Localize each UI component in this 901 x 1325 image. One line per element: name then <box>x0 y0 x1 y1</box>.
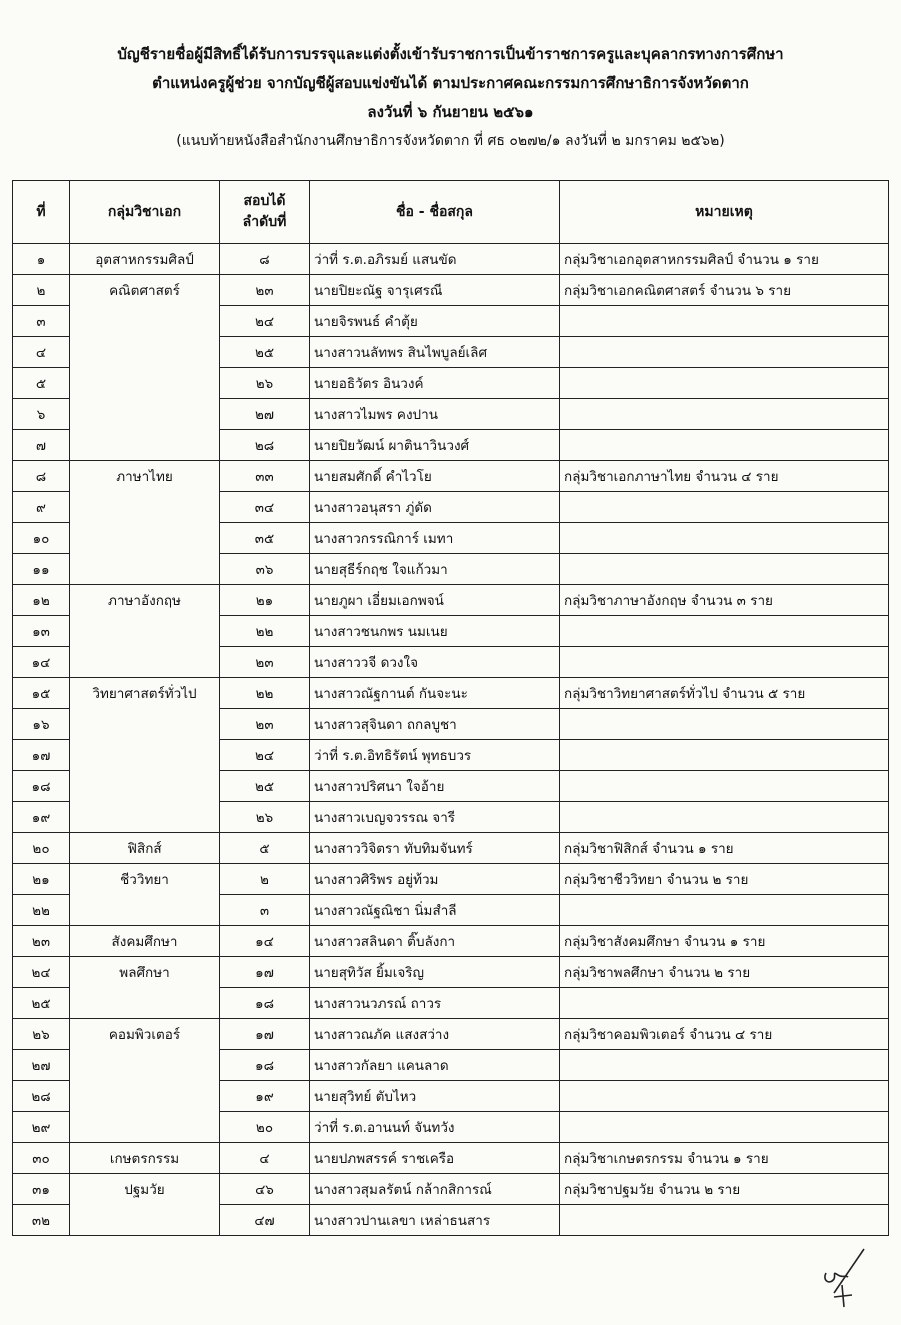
cell-remark <box>560 306 889 337</box>
cell-group <box>70 337 220 368</box>
cell-no: ๒๕ <box>13 988 70 1019</box>
cell-group <box>70 368 220 399</box>
cell-remark: กลุ่มวิชาวิทยาศาสตร์ทั่วไป จำนวน ๕ ราย <box>560 678 889 709</box>
cell-no: ๔ <box>13 337 70 368</box>
cell-group <box>70 802 220 833</box>
table-row <box>13 678 889 709</box>
cell-remark: กลุ่มวิชาคอมพิวเตอร์ จำนวน ๔ ราย <box>560 1019 889 1050</box>
cell-group: คณิตศาสตร์ <box>70 275 220 306</box>
cell-remark: กลุ่มวิชาเอกคณิตศาสตร์ จำนวน ๖ ราย <box>560 275 889 306</box>
cell-rank: ๔ <box>220 1143 310 1174</box>
table-row <box>13 833 889 864</box>
cell-name: นางสาวกรรณิการ์ เมทา <box>310 523 560 554</box>
cell-rank: ๒๒ <box>220 678 310 709</box>
cell-group <box>70 306 220 337</box>
table-row <box>13 771 889 802</box>
cell-rank: ๑๙ <box>220 1081 310 1112</box>
table-row <box>13 647 889 678</box>
table-row <box>13 337 889 368</box>
table-row <box>13 1205 889 1236</box>
signature-mark <box>812 1245 882 1315</box>
cell-rank: ๒๒ <box>220 616 310 647</box>
cell-remark: กลุ่มวิชาภาษาอังกฤษ จำนวน ๓ ราย <box>560 585 889 616</box>
table-row <box>13 1143 889 1174</box>
cell-name: นายสุธีร์กฤช ใจแก้วมา <box>310 554 560 585</box>
cell-no: ๓๑ <box>13 1174 70 1205</box>
cell-rank: ๑๘ <box>220 988 310 1019</box>
table-row <box>13 492 889 523</box>
cell-remark <box>560 616 889 647</box>
cell-rank: ๕ <box>220 833 310 864</box>
table-row <box>13 275 889 306</box>
cell-no: ๒๔ <box>13 957 70 988</box>
table-row <box>13 616 889 647</box>
cell-name: นางสาวไมพร คงปาน <box>310 399 560 430</box>
cell-group <box>70 1112 220 1143</box>
table-row <box>13 244 889 275</box>
cell-name: ว่าที่ ร.ต.อิทธิรัตน์ พุทธบวร <box>310 740 560 771</box>
cell-remark: กลุ่มวิชาฟิสิกส์ จำนวน ๑ ราย <box>560 833 889 864</box>
title-line-2: ตำแหน่งครูผู้ช่วย จากบัญชีผู้สอบแข่งขันได้ ตามประกาศคณะกรรมการศึกษาธิการจังหวัดตาก <box>152 74 749 92</box>
cell-name: นางสาวปริศนา ใจอ้าย <box>310 771 560 802</box>
cell-name: ว่าที่ ร.ต.อภิรมย์ แสนขัด <box>310 244 560 275</box>
cell-no: ๒๑ <box>13 864 70 895</box>
cell-remark <box>560 709 889 740</box>
cell-name: นายอธิวัตร อินวงค์ <box>310 368 560 399</box>
cell-rank: ๒๔ <box>220 306 310 337</box>
cell-name: นายปิยะณัฐ จารุเศรณี <box>310 275 560 306</box>
cell-no: ๗ <box>13 430 70 461</box>
cell-no: ๒๙ <box>13 1112 70 1143</box>
cell-group <box>70 647 220 678</box>
cell-no: ๒๗ <box>13 1050 70 1081</box>
cell-remark: กลุ่มวิชาเกษตรกรรม จำนวน ๑ ราย <box>560 1143 889 1174</box>
cell-rank: ๒๕ <box>220 771 310 802</box>
table-row <box>13 988 889 1019</box>
cell-group <box>70 554 220 585</box>
cell-remark <box>560 988 889 1019</box>
cell-rank: ๑๗ <box>220 957 310 988</box>
cell-remark: กลุ่มวิชาชีววิทยา จำนวน ๒ ราย <box>560 864 889 895</box>
cell-no: ๒๘ <box>13 1081 70 1112</box>
cell-remark: กลุ่มวิชาเอกภาษาไทย จำนวน ๔ ราย <box>560 461 889 492</box>
cell-rank: ๒ <box>220 864 310 895</box>
cell-remark <box>560 368 889 399</box>
cell-group <box>70 399 220 430</box>
cell-no: ๑๓ <box>13 616 70 647</box>
cell-group: ฟิสิกส์ <box>70 833 220 864</box>
cell-remark <box>560 430 889 461</box>
cell-group: พลศึกษา <box>70 957 220 988</box>
cell-remark: กลุ่มวิชาปฐมวัย จำนวน ๒ ราย <box>560 1174 889 1205</box>
cell-name: นางสาวสุมลรัตน์ กล้ากสิการณ์ <box>310 1174 560 1205</box>
cell-rank: ๒๖ <box>220 802 310 833</box>
cell-no: ๑๗ <box>13 740 70 771</box>
cell-name: นางสาวสุจินดา ถกลบูชา <box>310 709 560 740</box>
cell-no: ๙ <box>13 492 70 523</box>
title-date: ลงวันที่ ๖ กันยายน ๒๕๖๑ <box>367 103 534 121</box>
table-row <box>13 709 889 740</box>
cell-name: นางสาวกัลยา แคนลาด <box>310 1050 560 1081</box>
cell-remark: กลุ่มวิชาสังคมศึกษา จำนวน ๑ ราย <box>560 926 889 957</box>
table-row <box>13 1050 889 1081</box>
cell-name: ว่าที่ ร.ต.อานนท์ จันทวัง <box>310 1112 560 1143</box>
cell-remark <box>560 492 889 523</box>
cell-name: นางสาวปานเลขา เหล่าธนสาร <box>310 1205 560 1236</box>
cell-no: ๑๐ <box>13 523 70 554</box>
cell-rank: ๓๓ <box>220 461 310 492</box>
cell-remark <box>560 1081 889 1112</box>
table-row <box>13 430 889 461</box>
cell-group: ภาษาอังกฤษ <box>70 585 220 616</box>
col-header-name: ชื่อ - ชื่อสกุล <box>310 181 560 244</box>
cell-rank: ๒๖ <box>220 368 310 399</box>
cell-group <box>70 430 220 461</box>
cell-no: ๓ <box>13 306 70 337</box>
cell-name: นางสาวเบญจวรรณ จารี <box>310 802 560 833</box>
table-row <box>13 1174 889 1205</box>
col-header-group: กลุ่มวิชาเอก <box>70 181 220 244</box>
cell-rank: ๒๐ <box>220 1112 310 1143</box>
cell-group: ชีววิทยา <box>70 864 220 895</box>
table-row <box>13 399 889 430</box>
cell-no: ๖ <box>13 399 70 430</box>
cell-rank: ๒๓ <box>220 275 310 306</box>
cell-name: นายปิยวัฒน์ ผาตินาวินวงศ์ <box>310 430 560 461</box>
table-row <box>13 740 889 771</box>
cell-group <box>70 1081 220 1112</box>
document-header <box>0 40 901 155</box>
cell-name: นายสุทิวัส ยิ้มเจริญ <box>310 957 560 988</box>
cell-group: ภาษาไทย <box>70 461 220 492</box>
cell-group: วิทยาศาสตร์ทั่วไป <box>70 678 220 709</box>
cell-rank: ๒๗ <box>220 399 310 430</box>
table-row <box>13 957 889 988</box>
cell-remark <box>560 399 889 430</box>
cell-name: นางสาวชนกพร นมเนย <box>310 616 560 647</box>
table-row <box>13 306 889 337</box>
cell-rank: ๒๓ <box>220 647 310 678</box>
cell-remark <box>560 895 889 926</box>
title-line-1: บัญชีรายชื่อผู้มีสิทธิ์ได้รับการบรรจุและแต่งตั้งเข้ารับราชการเป็นข้าราชการครูและบุคลากรทางการศึกษา <box>117 45 784 63</box>
cell-rank: ๓๖ <box>220 554 310 585</box>
table-row <box>13 895 889 926</box>
cell-group <box>70 771 220 802</box>
cell-no: ๘ <box>13 461 70 492</box>
cell-remark: กลุ่มวิชาพลศึกษา จำนวน ๒ ราย <box>560 957 889 988</box>
cell-rank: ๒๑ <box>220 585 310 616</box>
cell-no: ๑๙ <box>13 802 70 833</box>
cell-name: นายสุวิทย์ ตับไหว <box>310 1081 560 1112</box>
cell-rank: ๓ <box>220 895 310 926</box>
table-row <box>13 864 889 895</box>
cell-group <box>70 1205 220 1236</box>
cell-remark <box>560 647 889 678</box>
table-row <box>13 523 889 554</box>
cell-group: ปฐมวัย <box>70 1174 220 1205</box>
cell-no: ๑๔ <box>13 647 70 678</box>
cell-rank: ๒๕ <box>220 337 310 368</box>
cell-group <box>70 492 220 523</box>
col-header-rank-line2: ลำดับที่ <box>242 214 287 230</box>
table-row <box>13 554 889 585</box>
cell-group <box>70 740 220 771</box>
cell-no: ๒๖ <box>13 1019 70 1050</box>
cell-group: เกษตรกรรม <box>70 1143 220 1174</box>
cell-remark <box>560 1112 889 1143</box>
cell-rank: ๓๕ <box>220 523 310 554</box>
cell-rank: ๓๔ <box>220 492 310 523</box>
table-header-row <box>13 181 889 244</box>
cell-group <box>70 1050 220 1081</box>
cell-rank: ๑๔ <box>220 926 310 957</box>
table-row <box>13 802 889 833</box>
cell-name: นางสาววิจิตรา ทับทิมจันทร์ <box>310 833 560 864</box>
table-row <box>13 1112 889 1143</box>
cell-no: ๑ <box>13 244 70 275</box>
cell-name: นางสาวนลัทพร สินไพบูลย์เลิศ <box>310 337 560 368</box>
cell-no: ๒ <box>13 275 70 306</box>
table-row <box>13 1081 889 1112</box>
cell-rank: ๔๖ <box>220 1174 310 1205</box>
cell-no: ๑๑ <box>13 554 70 585</box>
cell-rank: ๘ <box>220 244 310 275</box>
cell-remark <box>560 1050 889 1081</box>
cell-group: อุตสาหกรรมศิลป์ <box>70 244 220 275</box>
cell-name: นายสมศักดิ์ คำไวโย <box>310 461 560 492</box>
cell-no: ๓๒ <box>13 1205 70 1236</box>
cell-no: ๑๒ <box>13 585 70 616</box>
cell-no: ๑๘ <box>13 771 70 802</box>
cell-no: ๑๕ <box>13 678 70 709</box>
cell-name: นางสาวศิริพร อยู่ท้วม <box>310 864 560 895</box>
cell-name: นางสาวสลินดา ติ๊บลังกา <box>310 926 560 957</box>
cell-name: นางสาวนวภรณ์ ถาวร <box>310 988 560 1019</box>
cell-rank: ๔๗ <box>220 1205 310 1236</box>
cell-remark <box>560 523 889 554</box>
table-row <box>13 368 889 399</box>
cell-group <box>70 895 220 926</box>
cell-group: สังคมศึกษา <box>70 926 220 957</box>
cell-name: นางสาววจี ดวงใจ <box>310 647 560 678</box>
cell-remark <box>560 740 889 771</box>
col-header-rank <box>220 181 310 244</box>
attachment-note: (แนบท้ายหนังสือสำนักงานศึกษาธิการจังหวัดตาก ที่ ศธ ๐๒๗๒/๑ ลงวันที่ ๒ มกราคม ๒๕๖๒) <box>176 133 725 149</box>
table-row <box>13 585 889 616</box>
col-header-rank-line1: สอบได้ <box>243 193 286 209</box>
cell-remark <box>560 337 889 368</box>
cell-name: นางสาวณภัค แสงสว่าง <box>310 1019 560 1050</box>
cell-name: นายจิรพนธ์ คำตุ้ย <box>310 306 560 337</box>
cell-no: ๒๐ <box>13 833 70 864</box>
cell-rank: ๑๗ <box>220 1019 310 1050</box>
cell-group <box>70 709 220 740</box>
cell-remark <box>560 802 889 833</box>
cell-no: ๒๒ <box>13 895 70 926</box>
cell-remark <box>560 554 889 585</box>
col-header-no: ที่ <box>13 181 70 244</box>
cell-group: คอมพิวเตอร์ <box>70 1019 220 1050</box>
cell-remark <box>560 771 889 802</box>
cell-group <box>70 616 220 647</box>
cell-no: ๒๓ <box>13 926 70 957</box>
cell-name: นางสาวณัฐณิชา นิ่มสำลี <box>310 895 560 926</box>
table-row <box>13 461 889 492</box>
table-row <box>13 1019 889 1050</box>
cell-rank: ๒๓ <box>220 709 310 740</box>
cell-rank: ๒๘ <box>220 430 310 461</box>
cell-no: ๑๖ <box>13 709 70 740</box>
cell-rank: ๑๘ <box>220 1050 310 1081</box>
cell-rank: ๒๔ <box>220 740 310 771</box>
cell-name: นายปภพสรรค์ ราชเครือ <box>310 1143 560 1174</box>
candidate-table <box>12 180 889 1236</box>
col-header-remark: หมายเหตุ <box>560 181 889 244</box>
table-row <box>13 926 889 957</box>
cell-no: ๓๐ <box>13 1143 70 1174</box>
cell-name: นางสาวอนุสรา ภู่ดัด <box>310 492 560 523</box>
cell-name: นายภูผา เอี่ยมเอกพจน์ <box>310 585 560 616</box>
cell-name: นางสาวณัฐกานต์ กันจะนะ <box>310 678 560 709</box>
cell-remark <box>560 1205 889 1236</box>
cell-group <box>70 988 220 1019</box>
cell-no: ๕ <box>13 368 70 399</box>
cell-remark: กลุ่มวิชาเอกอุตสาหกรรมศิลป์ จำนวน ๑ ราย <box>560 244 889 275</box>
cell-group <box>70 523 220 554</box>
